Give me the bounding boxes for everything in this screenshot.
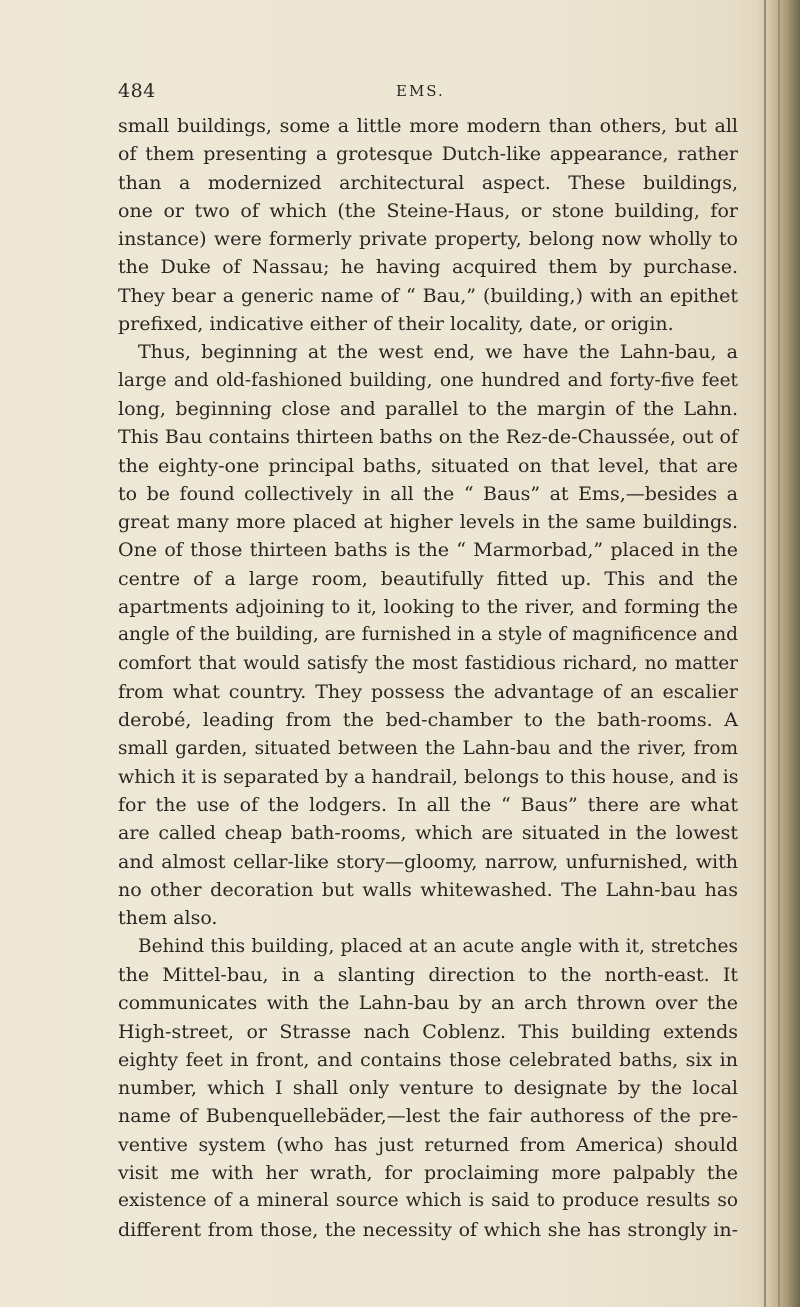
text-line: than a modernized architectural aspect. These buildings, [118, 171, 738, 194]
text-line: One of those thirteen baths is the “ Marmorbad,” placed in the [118, 539, 738, 562]
text-line: of them presenting a grotesque Dutch-like appearance, rather [118, 143, 738, 166]
text-line: High-street, or Strasse nach Coblenz. This building extends [118, 1020, 738, 1043]
text-line: large and old-fashioned building, one hundred and forty-five feet [118, 369, 738, 391]
text-line: They bear a generic name of “ Bau,” (building,) with an epithet [118, 284, 738, 307]
text-line: no other decoration but walls whitewashed. The Lahn-bau has [118, 879, 738, 902]
text-line: eighty feet in front, and contains those celebrated baths, six in [118, 1048, 738, 1071]
text-line: prefixed, indicative either of their locality, date, or origin. [118, 313, 674, 336]
text-line: different from those, the necessity of which she has strongly in- [118, 1218, 738, 1241]
text-line: one or two of which (the Steine-Haus, or stone building, for [118, 199, 738, 222]
page-header [118, 80, 738, 106]
text-line: comfort that would satisfy the most fastidious richard, no matter [118, 652, 738, 674]
running-head: EMS. [396, 82, 445, 100]
text-line: from what country. They possess the advantage of an escalier [118, 680, 738, 703]
text-line: small garden, situated between the Lahn-bau and the river, from [118, 737, 738, 759]
text-line: apartments adjoining to it, looking to the river, and forming the [118, 596, 738, 619]
binding-shadow-line [764, 0, 766, 1307]
text-line: communicates with the Lahn-bau by an arch thrown over the [118, 992, 738, 1015]
text-line: the eighty-one principal baths, situated on that level, that are [118, 454, 738, 477]
page-binding-edge [756, 0, 800, 1307]
text-line: are called cheap bath-rooms, which are situated in the lowest [118, 822, 738, 845]
text-line: to be found collectively in all the “ Baus” at Ems,—besides a [118, 482, 738, 505]
text-line: great many more placed at higher levels in the same buildings. [118, 511, 738, 534]
text-line: ventive system (who has just returned from America) should [118, 1133, 738, 1156]
text-line: instance) were formerly private property, belong now wholly to [118, 228, 738, 251]
text-line: derobé, leading from the bed-chamber to the bath-rooms. A [118, 709, 738, 732]
text-line: long, beginning close and parallel to the margin of the Lahn. [118, 397, 738, 420]
text-line: Thus, beginning at the west end, we have the Lahn-bau, a [138, 341, 738, 364]
text-line: existence of a mineral source which is said to produce results so [118, 1190, 738, 1212]
text-line: which it is separated by a handrail, belongs to this house, and is [118, 765, 739, 788]
text-line: centre of a large room, beautifully fitted up. This and the [118, 567, 738, 590]
text-line: the Duke of Nassau; he having acquired them by purchase. [118, 256, 738, 279]
text-line: small buildings, some a little more modern than others, but all [118, 115, 738, 137]
text-line: name of Bubenquellebäder,—lest the fair authoress of the pre- [118, 1105, 738, 1128]
text-line: Behind this building, placed at an acute angle with it, stretches [138, 935, 738, 957]
text-line: angle of the building, are furnished in a style of magnificence and [118, 624, 738, 646]
text-line: This Bau contains thirteen baths on the Rez-de-Chaussée, out of [118, 426, 738, 449]
binding-shadow-line [778, 0, 780, 1307]
body-text [118, 112, 738, 1244]
text-line: and almost cellar-like story—gloomy, narrow, unfurnished, with [118, 850, 738, 873]
text-line: number, which I shall only venture to designate by the local [118, 1077, 738, 1100]
text-line: visit me with her wrath, for proclaiming more palpably the [118, 1161, 738, 1184]
text-line: the Mittel-bau, in a slanting direction to the north-east. It [118, 963, 738, 986]
text-line: them also. [118, 907, 218, 930]
page-number: 484 [118, 80, 156, 102]
text-line: for the use of the lodgers. In all the “ Baus” there are what [118, 794, 738, 817]
